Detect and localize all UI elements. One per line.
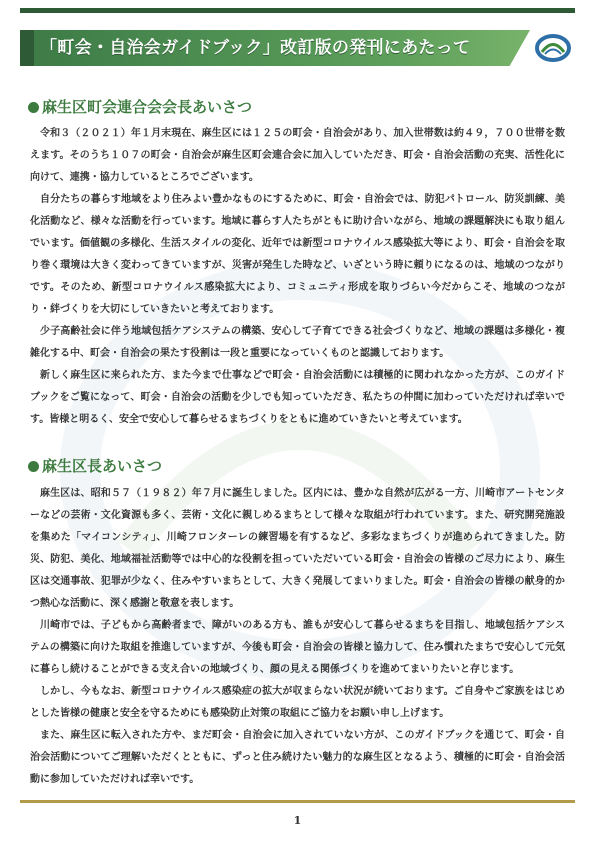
heading-bullet-icon bbox=[28, 461, 39, 472]
page-title: 「町会・自治会ガイドブック」改訂版の発刊にあたって bbox=[40, 38, 471, 58]
paragraph: 令和３（２０２１）年１月末現在、麻生区には１２５の町会・自治会があり、加入世帯数は約４９，７００世帯を数えます。そのうち１０７の町会・自治会が麻生区町会連合会に加入していただき、町会・自治会活動の充実、活性化に向けて、連携・協力しているところでございます。 bbox=[30, 128, 565, 183]
section-heading-ward-mayor bbox=[28, 455, 162, 476]
section-heading-association bbox=[28, 96, 252, 117]
title-banner-accent bbox=[20, 30, 34, 66]
top-rule bbox=[0, 0, 595, 16]
heading-bullet-icon bbox=[28, 102, 39, 113]
association-greeting-body bbox=[30, 123, 565, 431]
paragraph: 新しく麻生区に来られた方、また今まで仕事などで町会・自治会活動には積極的に関われなかった方が、このガイドブックをご覧になって、町会・自治会の活動を少しでも知っていただき、私たちの仲間に加わっていただければ幸いです。皆様と明るく、安全で安心して暮らせるまちづくりをともに進めていきたいと考えています。 bbox=[30, 370, 565, 425]
paragraph: 川崎市では、子どもから高齢者まで、障がいのある方も、誰もが安心して暮らせるまちを目指し、地域包括ケアシステムの構築に向けた取組を推進していますが、今後も町会・自治会の皆様と協力して、住み慣れたまちで安心して元気に暮らし続けることができる支え合いの地域づくり、顔の見える関係づくりを進めてまいりたいと存じます。 bbox=[30, 620, 565, 675]
section-heading-text: 麻生区町会連合会会長あいさつ bbox=[42, 98, 253, 116]
paragraph: 少子高齢社会に伴う地域包括ケアシステムの構築、安心して子育てできる社会づくりなど、地域の課題は多様化・複雑化する中、町会・自治会の果たす役割は一段と重要になっていくものと認識しております。 bbox=[30, 326, 565, 359]
page-number: 1 bbox=[293, 814, 302, 827]
paragraph: 自分たちの暮らす地域をより住みよい豊かなものにするために、町会・自治会では、防犯パトロール、防災訓練、美化活動など、様々な活動を行っています。地域に暮らす人たちがともに助け合いながら、地域の課題解決にも取り組んでいます。価値観の多様化、生活スタイルの変化、近年では新型コロナウイルス感染拡大等により、町会・自治会を取り巻く環境は大きく変わってきていますが、災害が発生した時など、いざという時に頼りになるのは、地域のつながりです。そのため、新型コロナウイルス感染拡大により、コミュニティ形成を取りづらい今だからこそ、地域のつながり・絆づくりを大切にしていきたいと考えております。 bbox=[30, 194, 565, 315]
section-heading-text: 麻生区長あいさつ bbox=[42, 457, 163, 475]
ward-mayor-greeting-body bbox=[30, 483, 565, 791]
bottom-rule bbox=[20, 800, 575, 803]
asao-ward-emblem-icon bbox=[533, 30, 573, 66]
paragraph: また、麻生区に転入された方や、まだ町会・自治会に加入されていない方が、このガイドブックを通じて、町会・自治会活動についてご理解いただくとともに、ずっと住み続けたい魅力的な麻生区となるよう、積極的に町会・自治会活動に参加していただければ幸いです。 bbox=[30, 730, 565, 785]
paragraph: しかし、今もなお、新型コロナウイルス感染症の拡大が収まらない状況が続いております。ご自身やご家族をはじめとした皆様の健康と安全を守るためにも感染防止対策の取組にご協力をお願い申し上げます。 bbox=[30, 686, 565, 719]
paragraph: 麻生区は、昭和５７（１９８２）年７月に誕生しました。区内には、豊かな自然が広がる一方、川崎市アートセンターなどの芸術・文化資源も多く、芸術・文化に親しめるまちとして様々な取組が行われています。また、研究開発施設を集めた「マイコンシティ」、川崎フロンターレの練習場を有するなど、多彩なまちづくりが進められてきました。防災、防犯、美化、地域福祉活動等では中心的な役割を担っていただいている町会・自治会の皆様のご尽力により、麻生区は交通事故、犯罪が少なく、住みやすいまちとして、大きく発展してまいりました。町会・自治会の皆様の献身的かつ熱心な活動に、深く感謝と敬意を表します。 bbox=[30, 488, 565, 609]
